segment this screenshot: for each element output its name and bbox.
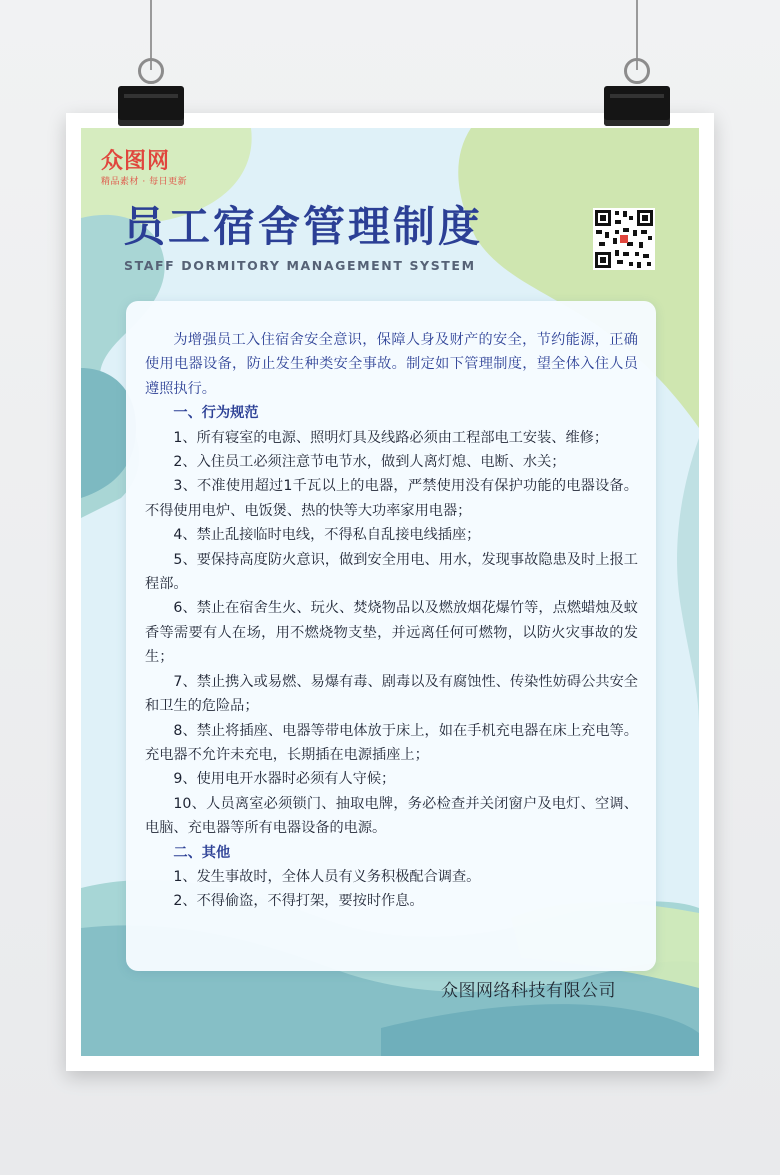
rule-item: 3、不准使用超过1千瓦以上的电器，严禁使用没有保护功能的电器设备。不得使用电炉、电饭煲、热的快等大功率家用电器；	[145, 478, 638, 519]
rule-item: 8、禁止将插座、电器等带电体放于床上，如在手机充电器在床上充电等。充电器不允许未充电，长期插在电源插座上；	[145, 722, 638, 763]
company-name: 众图网络科技有限公司	[441, 981, 616, 1001]
qr-code-icon	[593, 208, 655, 270]
rule-item: 9、使用电开水器时必须有人守候；	[173, 771, 396, 788]
rule-item: 2、入住员工必须注意节电节水，做到人离灯熄、电断、水关；	[173, 454, 566, 471]
clip-ring-right	[624, 58, 650, 84]
rule-item: 1、发生事故时，全体人员有义务积极配合调查。	[173, 868, 481, 885]
logo-tagline: 精品素材 · 每日更新	[101, 177, 188, 187]
section-heading-other: 二、其他	[173, 844, 231, 861]
clip-ring-left	[138, 58, 164, 84]
rule-item: 1、所有寝室的电源、照明灯具及线路必须由工程部电工安装、维修；	[173, 429, 609, 446]
binder-clip-right	[604, 86, 670, 126]
rule-item: 4、禁止乱接临时电线，不得私自乱接电线插座；	[173, 527, 481, 544]
logo-text: 众图网	[101, 149, 171, 174]
binder-clip-left	[118, 86, 184, 126]
poster-frame	[66, 113, 714, 1071]
rule-item: 6、禁止在宿舍生火、玩火、焚烧物品以及燃放烟花爆竹等，点燃蜡烛及蚊香等需要有人在场，用不燃烧物支垫，并远离任何可燃物，以防火灾事故的发生；	[145, 600, 638, 666]
poster-artwork	[81, 128, 699, 1056]
brand-logo	[101, 150, 187, 188]
intro-paragraph: 为增强员工入住宿舍安全意识，保障人身及财产的安全，节约能源，正确使用电器设备，防止发生种类安全事故。制定如下管理制度，望全体入住人员遵照执行。	[145, 332, 638, 397]
section-heading-conduct: 一、行为规范	[173, 405, 259, 422]
page-title: 员工宿舍管理制度	[123, 202, 484, 251]
rule-item: 10、人员离室必须锁门、抽取电牌，务必检查并关闭窗户及电灯、空调、电脑、充电器等所有电器设备的电源。	[145, 795, 638, 837]
rule-item: 2、不得偷盗，不得打架，要按时作息。	[173, 893, 424, 910]
content-panel	[126, 301, 656, 971]
rule-item: 7、禁止携入或易燃、易爆有毒、剧毒以及有腐蚀性、传染性妨碍公共安全和卫生的危险品；	[145, 673, 638, 715]
rule-item: 5、要保持高度防火意识，做到安全用电、用水，发现事故隐患及时上报工程部。	[145, 551, 638, 593]
page-subtitle: STAFF DORMITORY MANAGEMENT SYSTEM	[124, 258, 476, 273]
